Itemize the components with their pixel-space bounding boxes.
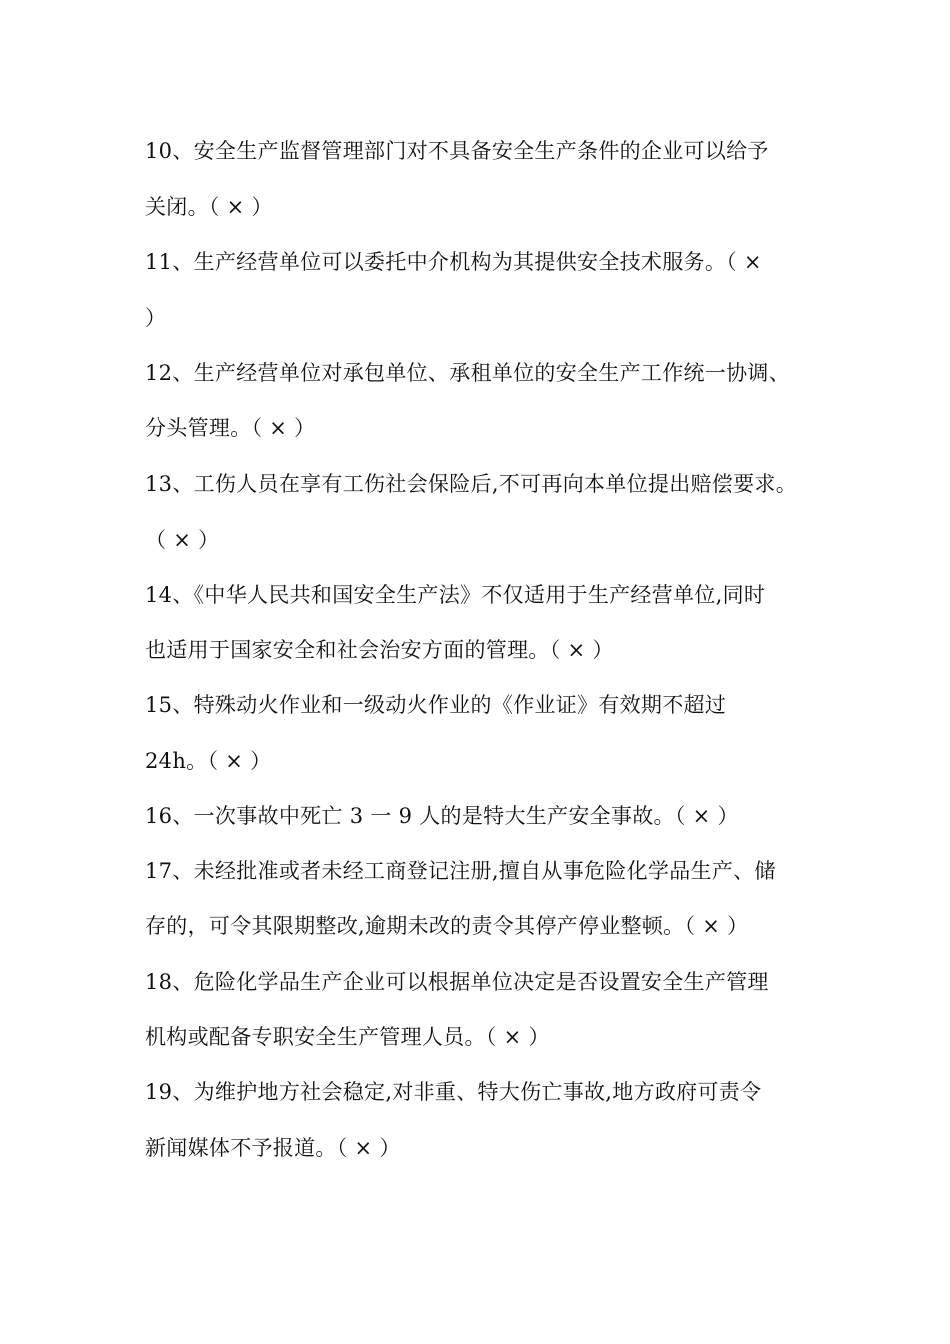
question-15-line-1: 15、特殊动火作业和一级动火作业的《作业证》有效期不超过: [145, 693, 727, 717]
question-17-line-2: 存的，可令其限期整改,逾期未改的责令其停产停业整顿。（ × ）: [145, 914, 749, 938]
question-19-line-1: 19、为维护地方社会稳定,对非重、特大伤亡事故,地方政府可责令: [145, 1080, 762, 1104]
question-15-line-2: 24h。（ × ）: [145, 749, 272, 773]
question-16-line-1: 16、一次事故中死亡 3 一 9 人的是特大生产安全事故。（ × ）: [145, 804, 739, 828]
question-19-line-2: 新闻媒体不予报道。（ × ）: [145, 1136, 401, 1160]
question-18-line-2: 机构或配备专职安全生产管理人员。（ × ）: [145, 1025, 550, 1049]
question-17-line-1: 17、未经批准或者未经工商登记注册,擅自从事危险化学品生产、储: [145, 859, 776, 883]
question-10-line-1: 10、安全生产监督管理部门对不具备安全生产条件的企业可以给予: [145, 139, 769, 163]
question-11-line-2: ）: [145, 306, 167, 330]
question-12-line-1: 12、生产经营单位对承包单位、承租单位的安全生产工作统一协调、: [145, 361, 791, 385]
question-10-line-2: 关闭。（ × ）: [145, 195, 273, 219]
question-14-line-2: 也适用于国家安全和社会治安方面的管理。（ × ）: [145, 638, 614, 662]
question-14-line-1: 14、《中华人民共和国安全生产法》不仅适用于生产经营单位,同时: [145, 583, 766, 607]
question-12-line-2: 分头管理。（ × ）: [145, 416, 316, 440]
question-13-line-1: 13、工伤人员在享有工伤社会保险后,不可再向本单位提出赔偿要求。: [145, 472, 797, 496]
question-18-line-1: 18、危险化学品生产企业可以根据单位决定是否设置安全生产管理: [145, 970, 769, 994]
question-13-line-2: （ × ）: [145, 528, 220, 552]
question-11-line-1: 11、生产经营单位可以委托中介机构为其提供安全技术服务。（ ×: [145, 250, 762, 274]
